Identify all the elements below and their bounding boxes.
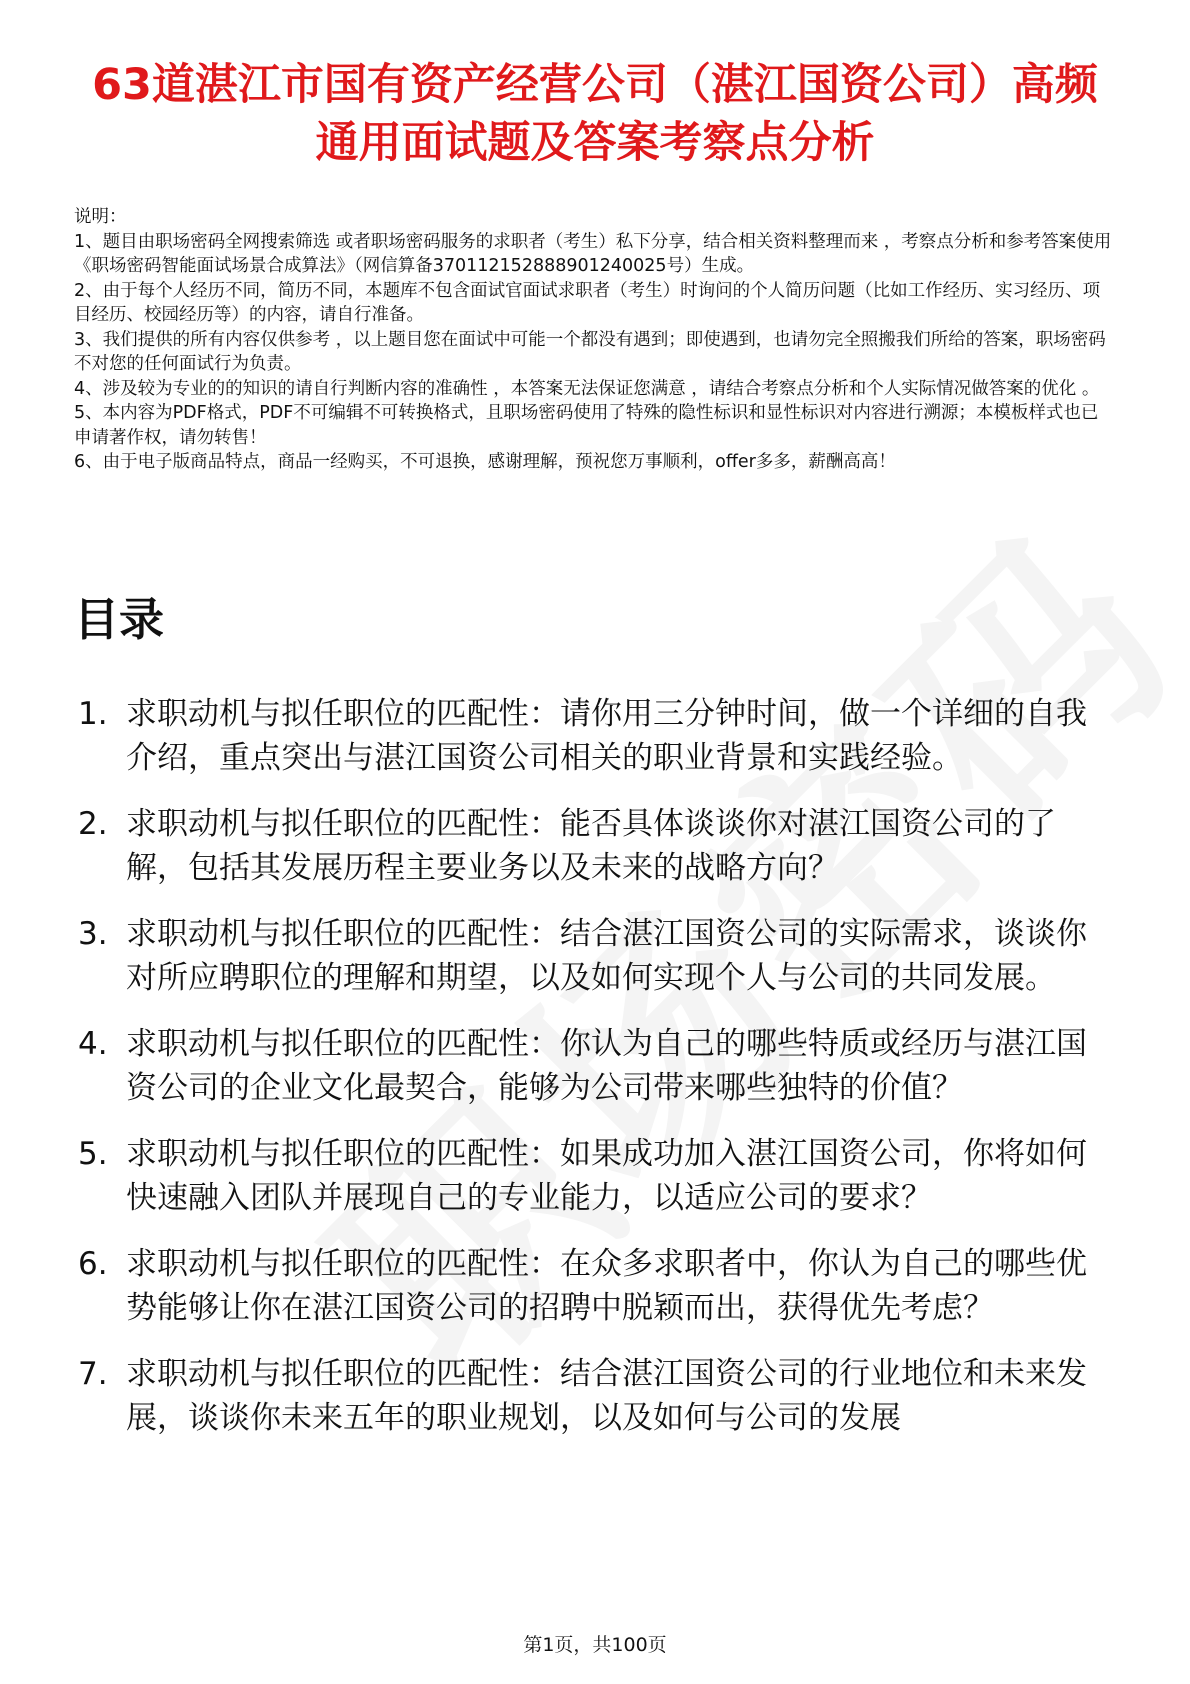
toc-item[interactable] bbox=[74, 1352, 1114, 1440]
toc-item-number: 1. bbox=[78, 696, 108, 732]
toc-item-text: 求职动机与拟任职位的匹配性：结合湛江国资公司的实际需求，谈谈你对所应聘职位的理解和期望，以及如何实现个人与公司的共同发展。 bbox=[126, 916, 1087, 996]
toc-item[interactable] bbox=[74, 1242, 1114, 1330]
toc-list bbox=[74, 692, 1114, 1462]
toc-item[interactable] bbox=[74, 1132, 1114, 1220]
toc-item[interactable] bbox=[74, 912, 1114, 1000]
toc-item-number: 3. bbox=[78, 916, 108, 952]
toc-heading: 目录 bbox=[74, 593, 165, 646]
toc-item-text: 求职动机与拟任职位的匹配性：你认为自己的哪些特质或经历与湛江国资公司的企业文化最契合，能够为公司带来哪些独特的价值？ bbox=[126, 1026, 1087, 1106]
note-item: 2、由于每个人经历不同，简历不同，本题库不包含面试官面试求职者（考生）时询问的个人简历问题（比如工作经历、实习经历、项目经历、校园经历等）的内容，请自行准备。 bbox=[74, 280, 1101, 325]
document-title: 63道湛江市国有资产经营公司（湛江国资公司）高频通用面试题及答案考察点分析 bbox=[92, 60, 1098, 168]
toc-item-number: 2. bbox=[78, 806, 108, 842]
notes-section bbox=[74, 205, 1114, 475]
toc-item-text: 求职动机与拟任职位的匹配性：在众多求职者中，你认为自己的哪些优势能够让你在湛江国资公司的招聘中脱颖而出，获得优先考虑？ bbox=[126, 1246, 1087, 1326]
toc-item-number: 5. bbox=[78, 1136, 108, 1172]
toc-item-number: 7. bbox=[78, 1356, 108, 1392]
notes-heading: 说明： bbox=[74, 207, 127, 227]
note-item: 3、我们提供的所有内容仅供参考 ，以上题目您在面试中可能一个都没有遇到；即使遇到，也请勿完全照搬我们所给的答案，职场密码不对您的任何面试行为负责。 bbox=[74, 329, 1106, 374]
note-item: 6、由于电子版商品特点，商品一经购买，不可退换，感谢理解，预祝您万事顺利，offer多多，薪酬高高！ bbox=[74, 452, 896, 472]
toc-item[interactable] bbox=[74, 802, 1114, 890]
page-footer: 第1页，共100页 bbox=[523, 1634, 667, 1656]
toc-item-text: 求职动机与拟任职位的匹配性：能否具体谈谈你对湛江国资公司的了解，包括其发展历程主要业务以及未来的战略方向？ bbox=[126, 806, 1056, 886]
note-item: 5、本内容为PDF格式，PDF不可编辑不可转换格式，且职场密码使用了特殊的隐性标识和显性标识对内容进行溯源；本模板样式也已申请著作权，请勿转售！ bbox=[74, 403, 1099, 448]
note-item: 4、涉及较为专业的的知识的请自行判断内容的准确性 ，本答案无法保证您满意 ，请结合考察点分析和个人实际情况做答案的优化 。 bbox=[74, 378, 1100, 399]
note-item: 1、题目由职场密码全网搜索筛选 或者职场密码服务的求职者（考生）私下分享，结合相关资料整理而来 ，考察点分析和参考答案使用《职场密码智能面试场景合成算法》（网信算备370112152888901240025号）生成。 bbox=[74, 231, 1112, 276]
toc-item-text: 求职动机与拟任职位的匹配性：如果成功加入湛江国资公司，你将如何快速融入团队并展现自己的专业能力，以适应公司的要求？ bbox=[126, 1136, 1087, 1216]
toc-item-number: 4. bbox=[78, 1026, 108, 1062]
toc-item-text: 求职动机与拟任职位的匹配性：结合湛江国资公司的行业地位和未来发展，谈谈你未来五年的职业规划，以及如何与公司的发展 bbox=[126, 1356, 1087, 1436]
toc-item-number: 6. bbox=[78, 1246, 108, 1282]
toc-item[interactable] bbox=[74, 692, 1114, 780]
toc-item[interactable] bbox=[74, 1022, 1114, 1110]
toc-item-text: 求职动机与拟任职位的匹配性：请你用三分钟时间，做一个详细的自我介绍，重点突出与湛江国资公司相关的职业背景和实践经验。 bbox=[126, 696, 1087, 776]
